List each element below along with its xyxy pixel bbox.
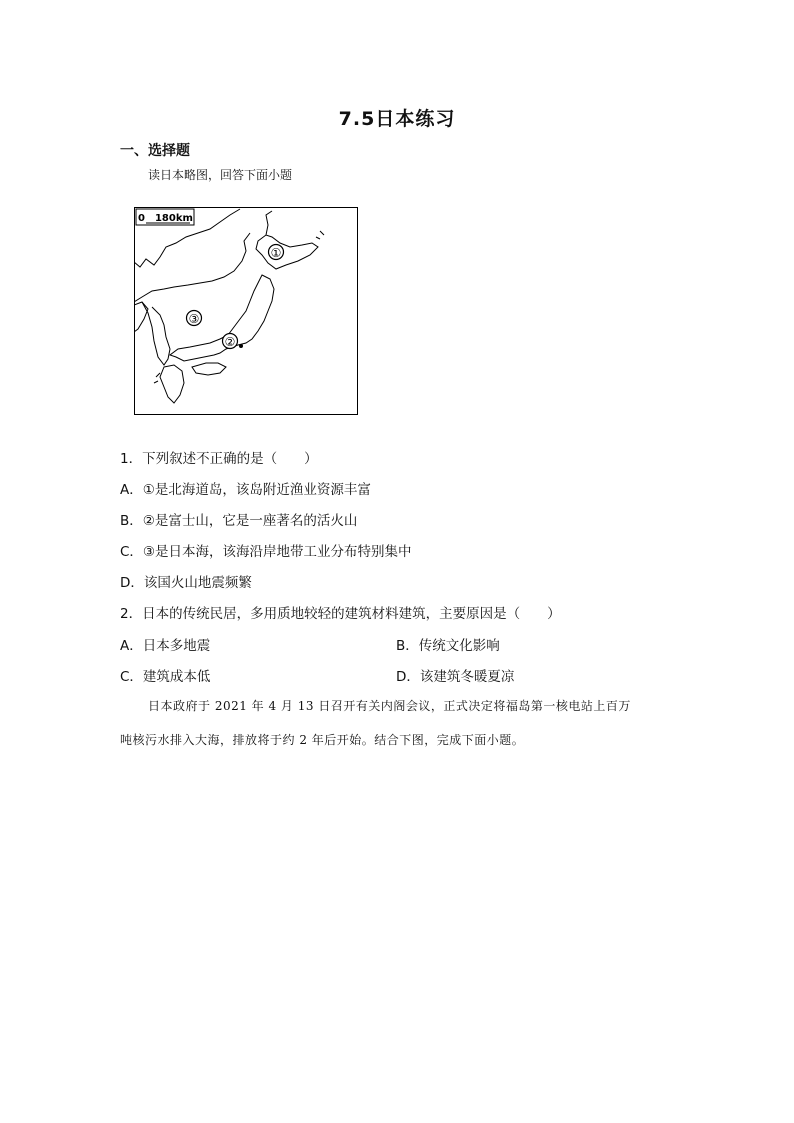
question-1-option-a: A．①是北海道岛，该岛附近渔业资源丰富 [120,482,371,498]
question-2-option-b: B．传统文化影响 [396,638,500,654]
passage-line-1: 日本政府于 2021 年 4 月 13 日召开有关内阁会议，正式决定将福岛第一核电站上百万 [148,699,631,713]
map-scale-label: 0 180km [138,213,193,224]
question-2-option-c: C．建筑成本低 [120,669,211,685]
passage-line-2: 吨核污水排入大海，排放将于约 2 年后开始。结合下图，完成下面小题。 [120,733,525,747]
section-heading: 一、选择题 [120,143,190,159]
question-2-stem: 2．日本的传统民居，多用质地较轻的建筑材料建筑，主要原因是（ ） [120,606,561,622]
page-title: 7.5日本练习 [338,108,456,130]
question-2-option-a: A．日本多地震 [120,638,211,654]
question-1-option-c: C．③是日本海，该海沿岸地带工业分布特别集中 [120,544,412,560]
location-dot [239,344,243,348]
map-marker-2: ② [224,335,236,349]
map-intro: 读日本略图，回答下面小题 [148,168,293,182]
map-marker-1: ① [270,246,282,260]
question-1-option-b: B．②是富士山，它是一座著名的活火山 [120,513,358,529]
question-1-option-d: D．该国火山地震频繁 [120,575,252,591]
japan-map [134,207,358,415]
map-marker-3: ③ [188,312,200,326]
question-1-stem: 1．下列叙述不正确的是（ ） [120,451,318,467]
question-2-option-d: D．该建筑冬暖夏凉 [396,669,515,685]
